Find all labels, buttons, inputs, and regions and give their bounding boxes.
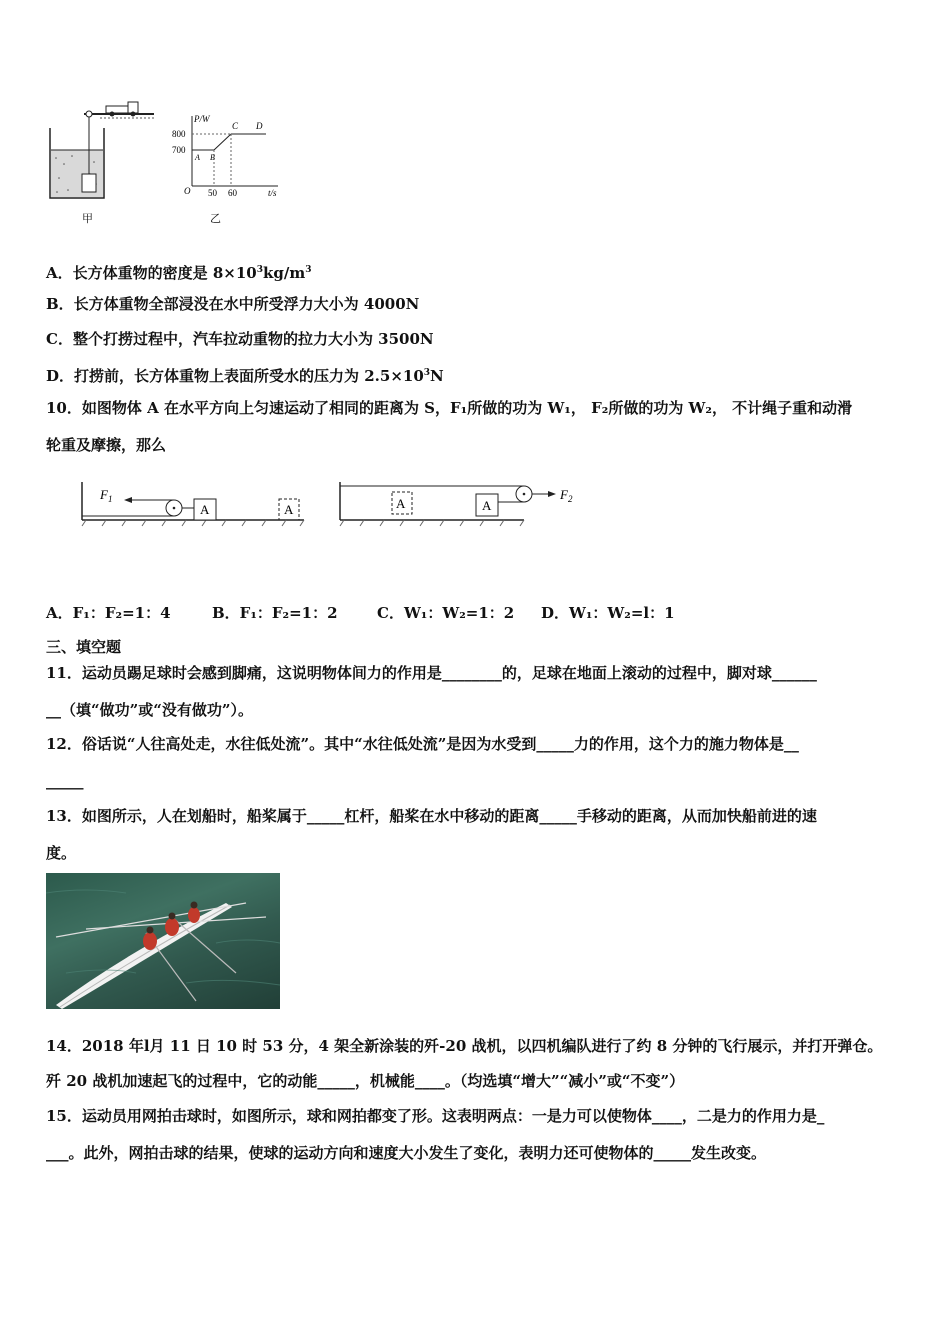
q14-line2: 歼 20 战机加速起飞的过程中，它的动能_____，机械能____。（均选填“增大”“减小”或“不变”）	[46, 1072, 685, 1090]
origin-label: O	[184, 186, 191, 196]
x-tick-50: 50	[208, 188, 217, 198]
q11-line1: 11．运动员踢足球时会感到脚痛，这说明物体间力的作用是________的，足球在地面上滚动的过程中，脚对球______	[46, 664, 817, 682]
y-tick-700: 700	[172, 145, 186, 155]
q14-line1: 14．2018 年l月 11 日 10 时 53 分，4 架全新涂装的歼-20 战机，以四机编队进行了约 8 分钟的飞行展示，并打开弹仓。	[46, 1037, 883, 1055]
rowing-photo-art	[46, 873, 280, 1009]
point-a-label: A	[195, 153, 200, 162]
q9-option-d: D．打捞前，长方体重物上表面所受水的压力为 $2.5\times 10^3N$	[46, 367, 444, 385]
force-f1-label: $F_1$	[100, 487, 113, 504]
point-c-label: C	[232, 121, 239, 131]
q10-stem-line2: 轮重及摩擦，那么	[46, 436, 167, 454]
q12-line2: _____	[46, 772, 84, 790]
q10-option-c: C．W₁：W₂=1：2	[377, 604, 515, 622]
point-d-label: D	[256, 121, 263, 131]
q15-line1: 15．运动员用网拍击球时，如图所示，球和网拍都变了形。这表明两点：一是力可以使物体____，二是力的作用力是_	[46, 1107, 825, 1125]
q10-stem-line1: 10．如图物体 A 在水平方向上匀速运动了相同的距离为 S，F₁所做的功为 W₁， F₂所做的功为 W₂， 不计绳子重和动滑	[46, 399, 853, 417]
q10-option-b: B．F₁：F₂=1：2	[212, 604, 338, 622]
q11-line2: __（填“做功”或“没有做功”）。	[46, 701, 254, 719]
q15-line2: ___。此外，网拍击球的结果，使球的运动方向和速度大小发生了变化，表明力还可使物体的_____发生改变。	[46, 1144, 767, 1162]
point-b-label: B	[210, 153, 215, 162]
section-heading-fill-blank: 三、填空题	[46, 638, 122, 656]
figure-left-caption: 甲	[82, 212, 93, 225]
x-tick-60: 60	[228, 188, 237, 198]
pulley-diagrams	[76, 478, 586, 532]
left-block-label: A	[200, 502, 210, 517]
figure-salvage	[44, 98, 294, 228]
q9-option-a: A．长方体重物的密度是 $8\times 10^3kg/m^3$	[46, 264, 312, 282]
figure-right-caption: 乙	[210, 212, 221, 225]
q9-option-b: B．长方体重物全部浸没在水中所受浮力大小为 4000N	[46, 295, 420, 313]
right-block-label: A	[482, 498, 492, 513]
left-ghost-label: A	[284, 502, 294, 517]
rowing-photo	[46, 873, 280, 1009]
salvage-tank-diagram	[44, 98, 294, 228]
q13-line1: 13．如图所示，人在划船时，船桨属于_____杠杆，船桨在水中移动的距离_____手移动的距离，从而加快船前进的速	[46, 807, 817, 825]
y-axis-label: P/W	[194, 114, 210, 124]
q10-option-d: D．W₁：W₂=l：1	[541, 604, 675, 622]
q9-option-c: C．整个打捞过程中，汽车拉动重物的拉力大小为 3500N	[46, 330, 434, 348]
y-tick-800: 800	[172, 129, 186, 139]
q12-line1: 12．俗话说“人往高处走，水往低处流”。其中“水往低处流”是因为水受到_____力的作用，这个力的施力物体是__	[46, 735, 799, 753]
right-ghost-label: A	[396, 496, 406, 511]
x-axis-label: t/s	[268, 188, 277, 198]
q10-figure	[76, 478, 586, 532]
force-f2-label: $F_2$	[560, 487, 573, 504]
q10-option-a: A．F₁：F₂=1：4	[46, 604, 171, 622]
q13-line2: 度。	[46, 844, 77, 862]
